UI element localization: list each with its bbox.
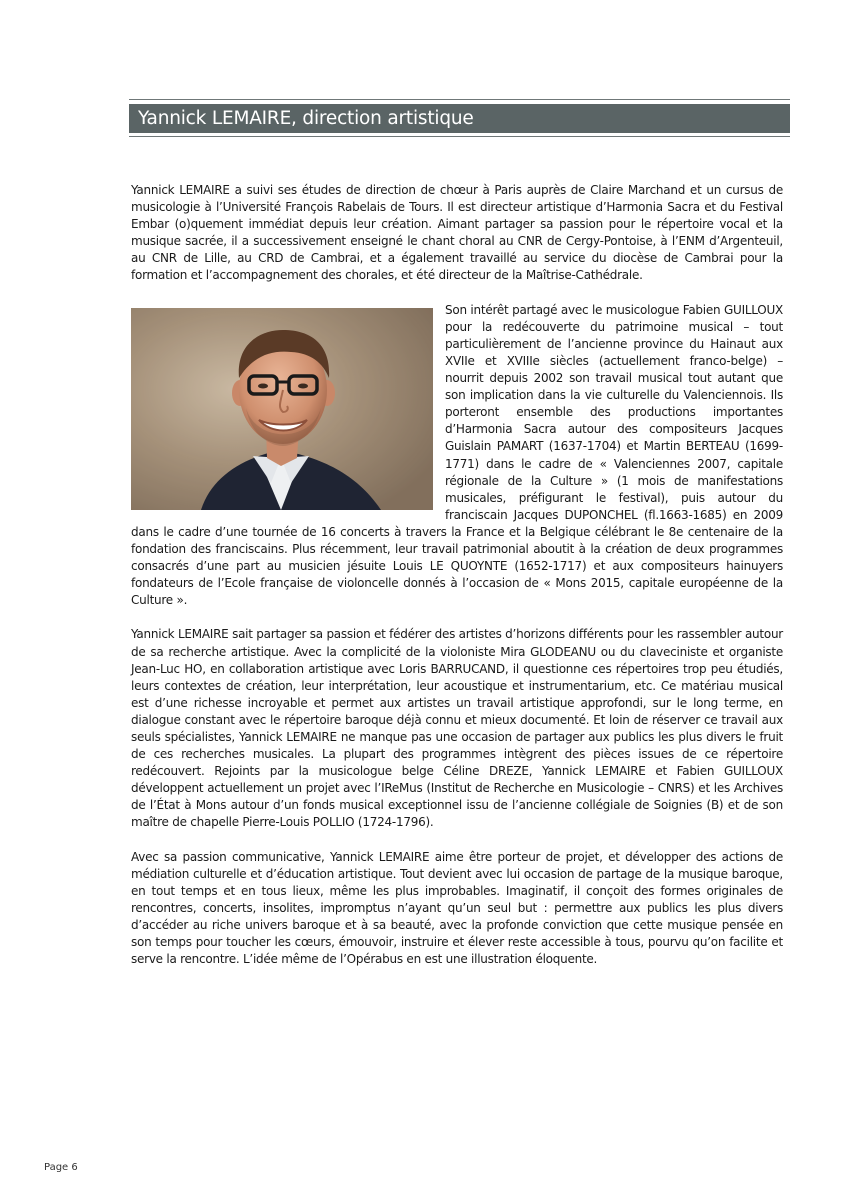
article-body <box>131 182 783 968</box>
page-number: Page 6 <box>44 1162 78 1173</box>
title-banner <box>129 104 790 133</box>
paragraph-heritage: Son intérêt partagé avec le musicologue Fabien GUILLOUX pour la redécouverte du patrimoine musical – tout particulièrement de l’ancienne province du Hainaut aux XVIIe et XVIIIe siècles (actuellement franco-belge) – nourrit depuis 2002 son travail musical tout autant que son implication dans la vie culturelle du Valenciennois. Ils porteront ensemble des productions importantes d’Harmonia Sacra autour des compositeurs Jacques Guislain PAMART (1637-1704) et Martin BERTEAU (1699-1771) dans le cadre de « Valenciennes 2007, capitale régionale de la Culture » (1 mois de manifestations musicales, préfigurant le festival), puis autour du franciscain Jacques DUPONCHEL (fl.1663-1685) en 2009 dans le cadre d’une tournée de 16 concerts à travers la France et la Belgique célébrant le 8e centenaire de la fondation des franciscains. Plus récemment, leur travail patrimonial aboutit à la création de deux programmes consacrés d’une part au musicien jésuite Louis LE QUOYNTE (1652-1717) et aux compositeurs hainuyers fondateurs de l’Ecole française de violoncelle donnés à l’occasion de « Mons 2015, capitale européenne de la Culture ». <box>131 302 783 608</box>
paragraph-mediation: Avec sa passion communicative, Yannick LEMAIRE aime être porteur de projet, et développer des actions de médiation culturelle et d’éducation artistique. Tout devient avec lui occasion de partage de la musique baroque, en tout temps et en tous lieux, même les plus improbables. Imaginatif, il conçoit des formes originales de rencontres, concerts, insolites, impromptus n’ayant qu’un seul but : permettre aux publics les plus divers d’accéder au riche univers baroque et à sa beauté, avec la profonde conviction que cette musique pensée en son temps pour toucher les cœurs, émouvoir, instruire et élever reste accessible à tous, pourvu qu’on facilite et serve la rencontre. L’idée même de l’Opérabus en est une illustration éloquente. <box>131 849 783 967</box>
portrait-illustration <box>131 308 433 510</box>
title-rule-top <box>129 99 790 100</box>
section-title: Yannick LEMAIRE, direction artistique <box>138 108 474 129</box>
paragraph-training: Yannick LEMAIRE a suivi ses études de direction de chœur à Paris auprès de Claire Marchand et un cursus de musicologie à l’Université François Rabelais de Tours. Il est directeur artistique d’Harmonia Sacra et du Festival Embar (o)quement immédiat depuis leur création. Aimant partager sa passion pour le répertoire vocal et la musique sacrée, il a successivement enseigné le chant choral au CNR de Cergy-Pontoise, à l’ENM d’Argenteuil, au CNR de Lille, au CRD de Cambrai, et a également travaillé au service du diocèse de Cambrai pour la formation et l’accompagnement des chorales, et été directeur de la Maîtrise-Cathédrale. <box>131 183 783 283</box>
paragraph-collaboration: Yannick LEMAIRE sait partager sa passion et fédérer des artistes d’horizons différents pour les rassembler autour de sa recherche artistique. Avec la complicité de la violoniste Mira GLODEANU ou du claveciniste et organiste Jean-Luc HO, en collaboration artistique avec Loris BARRUCAND, il questionne ces répertoires trop peu étudiés, leurs contextes de création, leur interprétation, leur acoustique et instrumentarium, etc. Ce matériau musical est d’une richesse incroyable et permet aux artistes un travail artistique approfondi, sur le long terme, en dialogue constant avec le répertoire baroque déjà connu et mieux documenté. Et loin de réserver ce travail aux seuls spécialistes, Yannick LEMAIRE ne manque pas une occasion de partager aux publics les plus divers le fruit de ces recherches musicales. La plupart des programmes intègrent des pièces issues de ce répertoire redécouvert. Rejoints par la musicologue belge Céline DREZE, Yannick LEMAIRE et Fabien GUILLOUX développent actuellement un projet avec l’IReMus (Institut de Recherche en Musicologie – CNRS) et les Archives de l’État à Mons autour d’un fonds musical exceptionnel issu de l’ancienne collégiale de Soignies (B) et de son maître de chapelle Pierre-Louis POLLIO (1724-1796). <box>131 627 783 830</box>
title-rule-bottom <box>129 136 790 137</box>
portrait-photo <box>131 308 433 510</box>
